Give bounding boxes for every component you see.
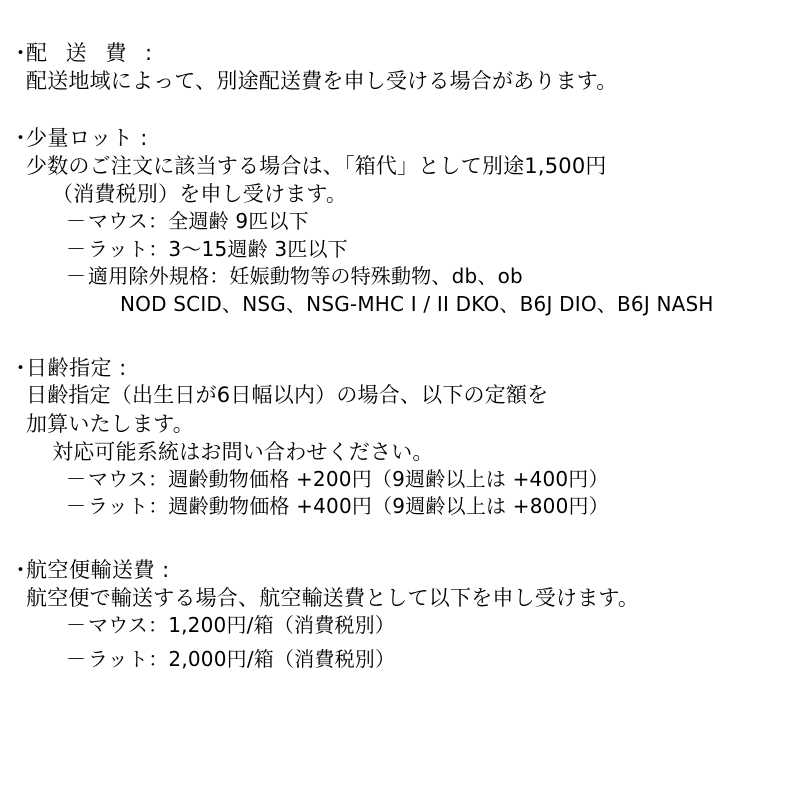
bullet-icon: ・ [10,126,32,150]
section-air-freight [10,557,782,673]
bullet-icon: ・ [10,557,32,582]
section-small-lot [10,125,782,319]
spacer [10,109,782,125]
bullet-icon: ・ [10,355,32,380]
section-age-in-days [10,355,782,521]
section-subitem [10,612,782,640]
section-subitem [10,466,782,494]
dash-marker: － [66,646,87,671]
dash-marker: － [66,264,87,289]
section-shipping-fee [10,40,782,95]
section-heading-text: 日齢指定 : [26,355,127,380]
section-subitem-continuation: NOD SCID、NSG、NSG-MHC I / II DKO、B6J DIO、B6J NASH [120,291,714,316]
section-subitem-text: マウス：週齢動物価格 +200円（9週齢以上は +400円） [88,466,609,491]
section-body-line: （消費税別）を申し受けます。 [52,182,348,206]
section-body-line: 日齢指定（出生日が6日幅以内）の場合、以下の定額を [26,383,549,408]
section-body-line: 配送地域によって、別途配送費を申し受ける場合があります。 [26,68,618,93]
dash-marker: － [66,466,87,491]
section-subitem [10,263,782,291]
section-subitem-text: 適用除外規格：妊娠動物等の特殊動物、db、ob [88,264,523,289]
section-heading-text: 少量ロット : [26,126,148,150]
spacer [10,535,782,557]
section-subitem [10,646,782,674]
dash-marker: － [66,494,87,519]
section-subitem [10,208,782,236]
bullet-icon: ・ [10,41,32,65]
section-subitem-text: マウス：全週齢 9匹以下 [88,209,309,234]
section-subitem-text: マウス：1,200円/箱（消費税別） [88,612,395,637]
section-body-line: 対応可能系統はお問い合わせください。 [52,439,434,464]
section-body-line: 航空便で輸送する場合、航空輸送費として以下を申し受けます。 [26,585,640,610]
section-heading-text: 配 送 費 : [26,41,159,65]
section-subitem-text: ラット：3〜15週齢 3匹以下 [88,236,348,261]
section-subitem [10,493,782,521]
section-subitem-text: ラット：週齢動物価格 +400円（9週齢以上は +800円） [88,494,609,519]
spacer [10,333,782,355]
section-subitem [10,236,782,264]
section-heading [10,125,782,152]
section-heading [10,40,782,67]
dash-marker: － [66,236,87,261]
section-body-line: 加算いたします。 [26,411,194,436]
dash-marker: － [66,209,87,234]
section-heading [10,557,782,584]
section-heading [10,355,782,382]
section-body-line: 少数のご注文に該当する場合は、「箱代」として別途1,500円 [26,153,607,178]
section-heading-text: 航空便輸送費 : [26,557,170,582]
dash-marker: － [66,612,87,637]
section-subitem-text: ラット：2,000円/箱（消費税別） [88,646,396,671]
